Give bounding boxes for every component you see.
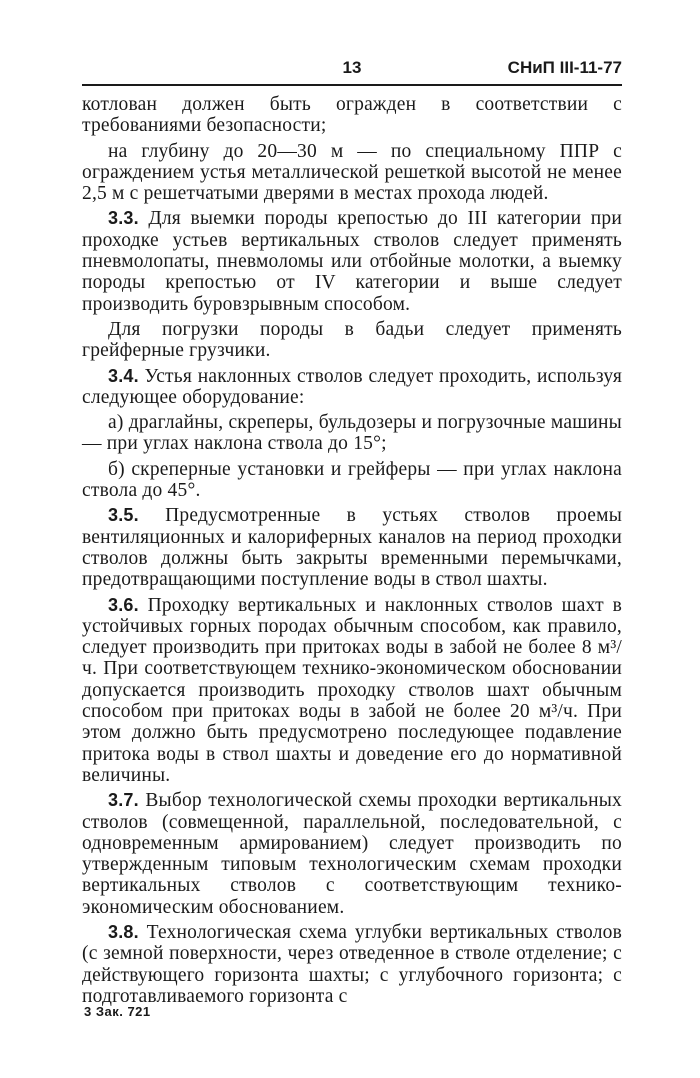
paragraph-fence-requirement: котлован должен быть огражден в соответствии с требованиями безопасности; bbox=[82, 94, 622, 137]
clause-3-3 bbox=[82, 208, 622, 314]
clause-3-5-text: Предусмотренные в устьях стволов проемы вентиляционных и калориферных каналов на период проходки стволов должны быть закрыты временными перемычками, предотвращающими поступление воды в ствол шахты. bbox=[82, 505, 622, 591]
clause-3-5-number: 3.5. bbox=[108, 505, 139, 526]
clause-3-7-text: Выбор технологической схемы проходки вертикальных стволов (совмещенной, параллельной, последовательной, с одновременным армированием) следует производить по утвержденным типовым технологическим схемам проходки вертикальных стволов с соответствующим технико-экономическим обоснованием. bbox=[82, 790, 622, 918]
paragraph-depth-requirement: на глубину до 20—30 м — по специальному ППР с ограждением устья металлической решеткой высотой не менее 2,5 м с решетчатыми дверями в местах прохода людей. bbox=[82, 140, 622, 205]
clause-3-7 bbox=[82, 790, 622, 918]
clause-3-6-number: 3.6. bbox=[108, 594, 139, 615]
clause-3-8-number: 3.8. bbox=[108, 921, 139, 942]
document-body bbox=[82, 94, 622, 1007]
clause-3-7-number: 3.7. bbox=[108, 790, 139, 811]
page-header bbox=[82, 48, 622, 82]
clause-3-6-text: Проходку вертикальных и наклонных стволов шахт в устойчивых горных породах обычным способом, как правило, следует производить при притоках воды в забой не более 8 м³/ч. При соответствующем технико-экономическом обосновании допускается производить проходку стволов шахт обычным способом при притоках воды в забой не более 20 м³/ч. При этом должно быть предусмотрено последующее подавление притока воды в ствол шахты и доведение его до нормативной величины. bbox=[82, 594, 622, 786]
clause-3-4-text: Устья наклонных стволов следует проходить, используя следующее оборудование: bbox=[82, 365, 622, 408]
clause-3-4-item-a: а) драглайны, скреперы, бульдозеры и погрузочные машины — при углах наклона ствола до 15°; bbox=[82, 412, 622, 455]
document-code: СНиП III-11-77 bbox=[507, 58, 622, 77]
clause-3-3-paragraph-2: Для погрузки породы в бадьи следует применять грейферные грузчики. bbox=[82, 318, 622, 362]
page-number: 13 bbox=[342, 58, 362, 77]
clause-3-4-number: 3.4. bbox=[108, 365, 139, 386]
clause-3-6 bbox=[82, 595, 622, 787]
clause-3-4 bbox=[82, 366, 622, 409]
document-page bbox=[82, 48, 622, 1011]
clause-3-3-number: 3.3. bbox=[108, 208, 139, 229]
clause-3-4-item-b: б) скреперные установки и грейферы — при углах наклона ствола до 45°. bbox=[82, 458, 622, 502]
header-rule bbox=[82, 84, 622, 86]
clause-3-3-text: Для выемки породы крепостью до III категории при проходке устьев вертикальных стволов следует применять пневмолопаты, пневмоломы или отбойные молотки, а выемку породы крепостью от IV категории и выше следует производить буровзрывным способом. bbox=[82, 208, 623, 315]
clause-3-8 bbox=[82, 922, 622, 1007]
clause-3-5 bbox=[82, 505, 622, 590]
clause-3-8-text: Технологическая схема углубки вертикальных стволов (с земной поверхности, через отведенное в стволе отделение; с действующего горизонта шахты; с углубочного горизонта; с подготавливаемого горизонта с bbox=[82, 921, 622, 1007]
printer-signature: 3 Зак. 721 bbox=[84, 1004, 151, 1019]
